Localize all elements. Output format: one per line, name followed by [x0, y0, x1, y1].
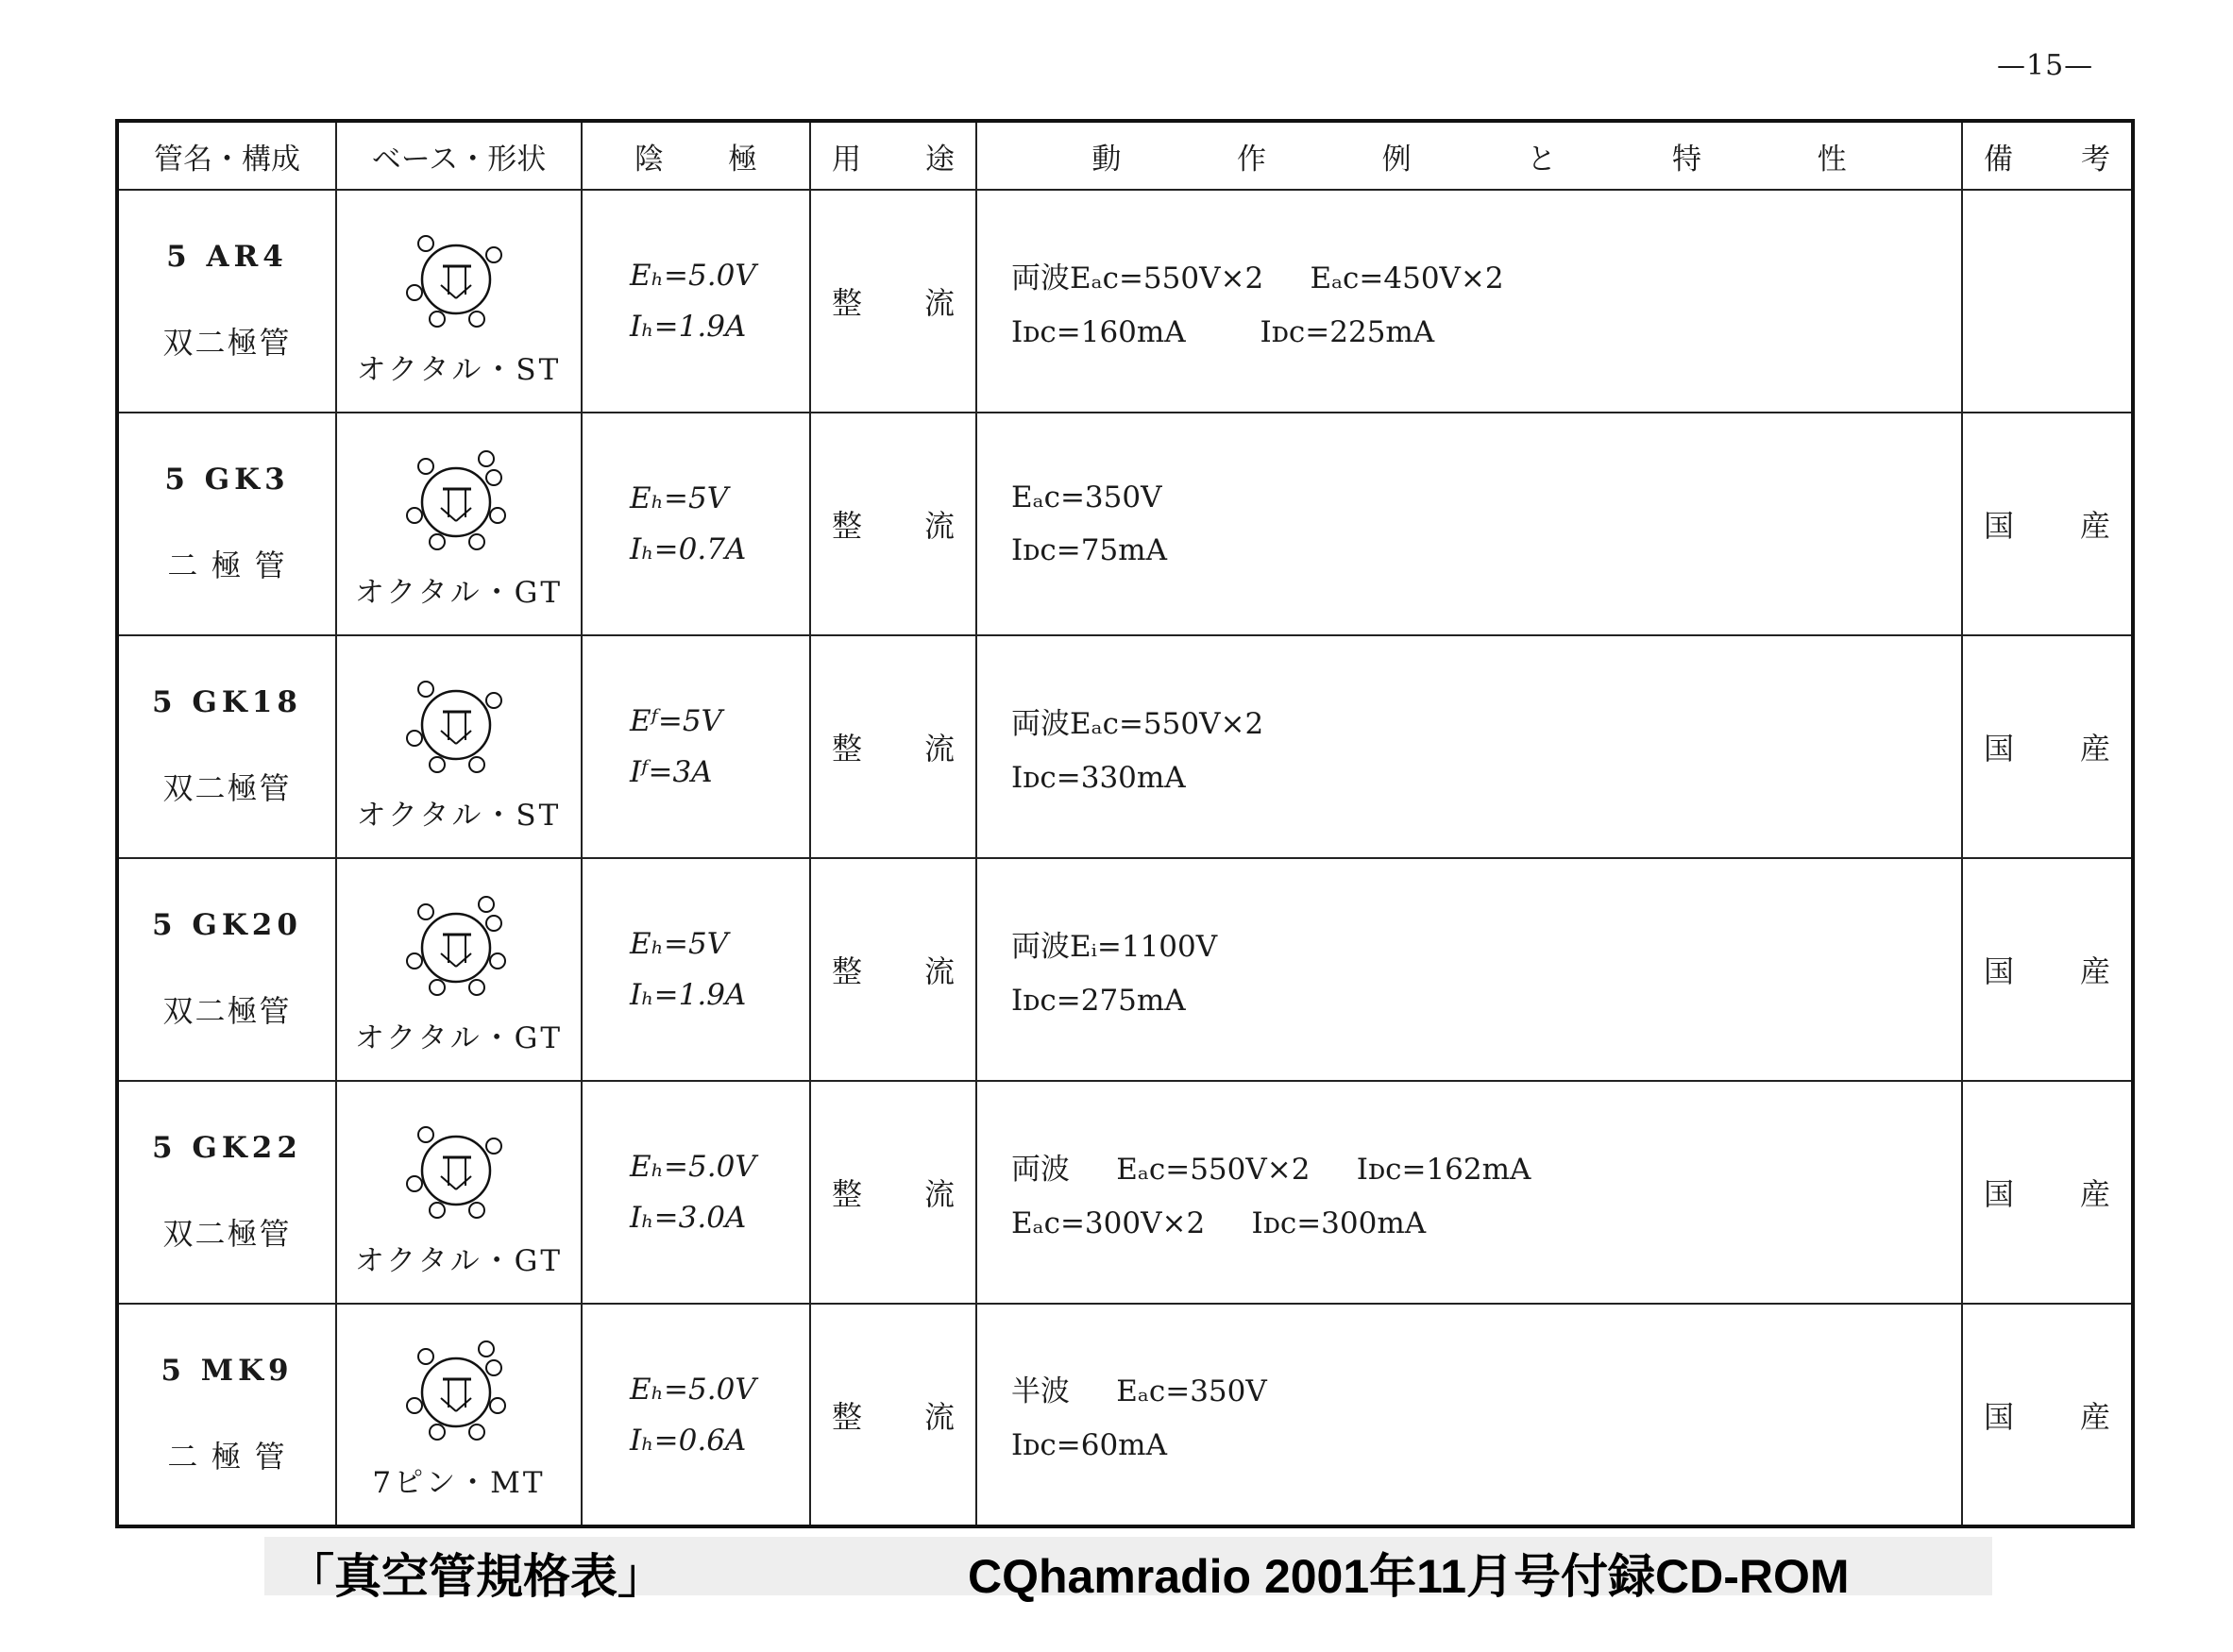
operation-line-2: Iᴅc=330mA	[1011, 760, 1186, 795]
footer-source: CQhamradio 2001年11月号付録CD-ROM	[968, 1550, 1850, 1603]
table-row	[117, 1081, 2133, 1304]
operation-line-2: Iᴅc=275mA	[1011, 983, 1186, 1018]
heater-voltage: Eₕ=5.0V	[630, 1150, 756, 1184]
tube-name-cell	[117, 190, 336, 413]
operation-line-1: 半波 Eₐc=350V	[1011, 1374, 1267, 1408]
use-cell	[810, 190, 976, 413]
operation-line-1: 両波Eₐc=550V×2	[1011, 706, 1264, 741]
footer-title: 「真空管規格表」	[287, 1550, 665, 1603]
heater-voltage: Eₕ=5V	[630, 927, 729, 961]
operation-cell	[976, 635, 1962, 858]
note-cell	[1962, 635, 2133, 858]
header-notes: 備 考	[1962, 121, 2133, 190]
note-cell	[1962, 1304, 2133, 1526]
use-cell	[810, 635, 976, 858]
tube-name-cell	[117, 635, 336, 858]
operation-line-2: Eₐc=300V×2 Iᴅc=300mA	[1011, 1205, 1427, 1240]
operation-line-1: 両波Eᵢ=1100V	[1011, 929, 1218, 964]
table-row	[117, 190, 2133, 413]
heater-voltage: Eₕ=5V	[630, 481, 729, 515]
operation-line-2: Iᴅc=75mA	[1011, 533, 1167, 567]
operation-cell	[976, 413, 1962, 635]
note-char-1: 国	[1984, 953, 2015, 989]
header-use: 用 途	[810, 121, 976, 190]
use-char-2: 流	[923, 508, 955, 544]
use-char-1: 整	[832, 285, 863, 321]
operation-line-2: Iᴅc=160mA Iᴅc=225mA	[1011, 314, 1435, 349]
tube-name: 5 GK20	[152, 908, 302, 942]
header-operation: 動 作 例 と 特 性	[976, 121, 1962, 190]
cathode-cell	[582, 190, 810, 413]
use-char-2: 流	[923, 1176, 955, 1212]
tube-name: 5 GK3	[164, 463, 290, 497]
heater-current: Iₕ=0.7A	[630, 532, 747, 566]
base-cell	[336, 1304, 582, 1526]
base-pin-diagram-icon	[388, 444, 530, 566]
base-pin-diagram-icon	[388, 1112, 530, 1235]
tube-name: 5 MK9	[161, 1353, 294, 1388]
use-char-1: 整	[832, 1398, 863, 1435]
tube-name-cell	[117, 1304, 336, 1526]
base-pin-diagram-icon	[388, 221, 530, 344]
tube-type: 二 極 管	[167, 1438, 287, 1475]
base-pin-diagram-icon	[388, 889, 530, 1012]
heater-voltage: Eᶠ=5V	[630, 704, 722, 738]
base-cell	[336, 190, 582, 413]
note-char-1: 国	[1984, 1176, 2015, 1212]
cathode-cell	[582, 413, 810, 635]
use-char-2: 流	[923, 1398, 955, 1435]
use-char-2: 流	[923, 953, 955, 989]
tube-name: 5 GK18	[152, 685, 302, 719]
tube-type: 双二極管	[162, 325, 292, 361]
base-pin-diagram-icon	[388, 666, 530, 789]
note-char-2: 産	[2079, 953, 2110, 989]
heater-current: Iᶠ=3A	[630, 755, 713, 789]
note-char-2: 産	[2079, 1398, 2110, 1435]
footer-banner	[264, 1537, 1992, 1603]
base-label: 7ピン・MT	[372, 1466, 546, 1500]
base-pin-diagram-icon	[388, 1334, 530, 1457]
note-cell	[1962, 190, 2133, 413]
base-cell	[336, 413, 582, 635]
tube-name-cell	[117, 1081, 336, 1304]
tube-type: 双二極管	[162, 993, 292, 1029]
base-label: オクタル・GT	[354, 1243, 564, 1278]
header-row	[117, 121, 2133, 190]
note-char-2: 産	[2079, 1176, 2110, 1212]
table-row	[117, 635, 2133, 858]
operation-cell	[976, 190, 1962, 413]
table-row	[117, 413, 2133, 635]
header-name: 管名・構成	[117, 121, 336, 190]
use-cell	[810, 1304, 976, 1526]
tube-type: 二 極 管	[167, 548, 287, 583]
use-char-1: 整	[832, 731, 863, 767]
use-cell	[810, 1081, 976, 1304]
operation-cell	[976, 1304, 1962, 1526]
tube-name-cell	[117, 413, 336, 635]
cathode-cell	[582, 1081, 810, 1304]
tube-spec-table	[115, 119, 2135, 1528]
use-char-1: 整	[832, 508, 863, 544]
base-label: オクタル・ST	[356, 352, 562, 387]
note-char-1: 国	[1984, 508, 2015, 544]
tube-type: 双二極管	[162, 1216, 292, 1252]
base-label: オクタル・GT	[354, 1020, 564, 1055]
header-base: ベース・形状	[336, 121, 582, 190]
cathode-cell	[582, 635, 810, 858]
table-row	[117, 1304, 2133, 1526]
page-number: —15—	[1997, 49, 2094, 82]
operation-line-1: Eₐc=350V	[1011, 480, 1162, 514]
cathode-cell	[582, 858, 810, 1081]
heater-current: Iₕ=3.0A	[630, 1201, 747, 1235]
note-cell	[1962, 858, 2133, 1081]
heater-voltage: Eₕ=5.0V	[630, 1372, 756, 1407]
note-char-2: 産	[2079, 731, 2110, 767]
base-label: オクタル・ST	[356, 798, 562, 833]
operation-line-1: 両波Eₐc=550V×2 Eₐc=450V×2	[1011, 261, 1504, 295]
base-cell	[336, 1081, 582, 1304]
note-char-1: 国	[1984, 731, 2015, 767]
use-cell	[810, 413, 976, 635]
operation-line-1: 両波 Eₐc=550V×2 Iᴅc=162mA	[1011, 1152, 1531, 1187]
base-cell	[336, 858, 582, 1081]
tube-name-cell	[117, 858, 336, 1081]
cathode-cell	[582, 1304, 810, 1526]
operation-cell	[976, 1081, 1962, 1304]
base-label: オクタル・GT	[354, 575, 564, 610]
operation-cell	[976, 858, 1962, 1081]
note-char-1: 国	[1984, 1398, 2015, 1435]
use-cell	[810, 858, 976, 1081]
use-char-1: 整	[832, 953, 863, 989]
note-char-2: 産	[2079, 508, 2110, 544]
header-cathode: 陰 極	[582, 121, 810, 190]
heater-current: Iₕ=1.9A	[630, 310, 747, 344]
heater-current: Iₕ=0.6A	[630, 1423, 747, 1458]
note-cell	[1962, 1081, 2133, 1304]
heater-voltage: Eₕ=5.0V	[630, 259, 756, 293]
use-char-2: 流	[923, 731, 955, 767]
tube-type: 双二極管	[162, 770, 292, 806]
use-char-1: 整	[832, 1176, 863, 1212]
heater-current: Iₕ=1.9A	[630, 978, 747, 1012]
operation-line-2: Iᴅc=60mA	[1011, 1428, 1167, 1462]
table-row	[117, 858, 2133, 1081]
tube-name: 5 AR4	[166, 240, 288, 274]
note-cell	[1962, 413, 2133, 635]
base-cell	[336, 635, 582, 858]
tube-name: 5 GK22	[152, 1131, 302, 1165]
use-char-2: 流	[923, 285, 955, 321]
